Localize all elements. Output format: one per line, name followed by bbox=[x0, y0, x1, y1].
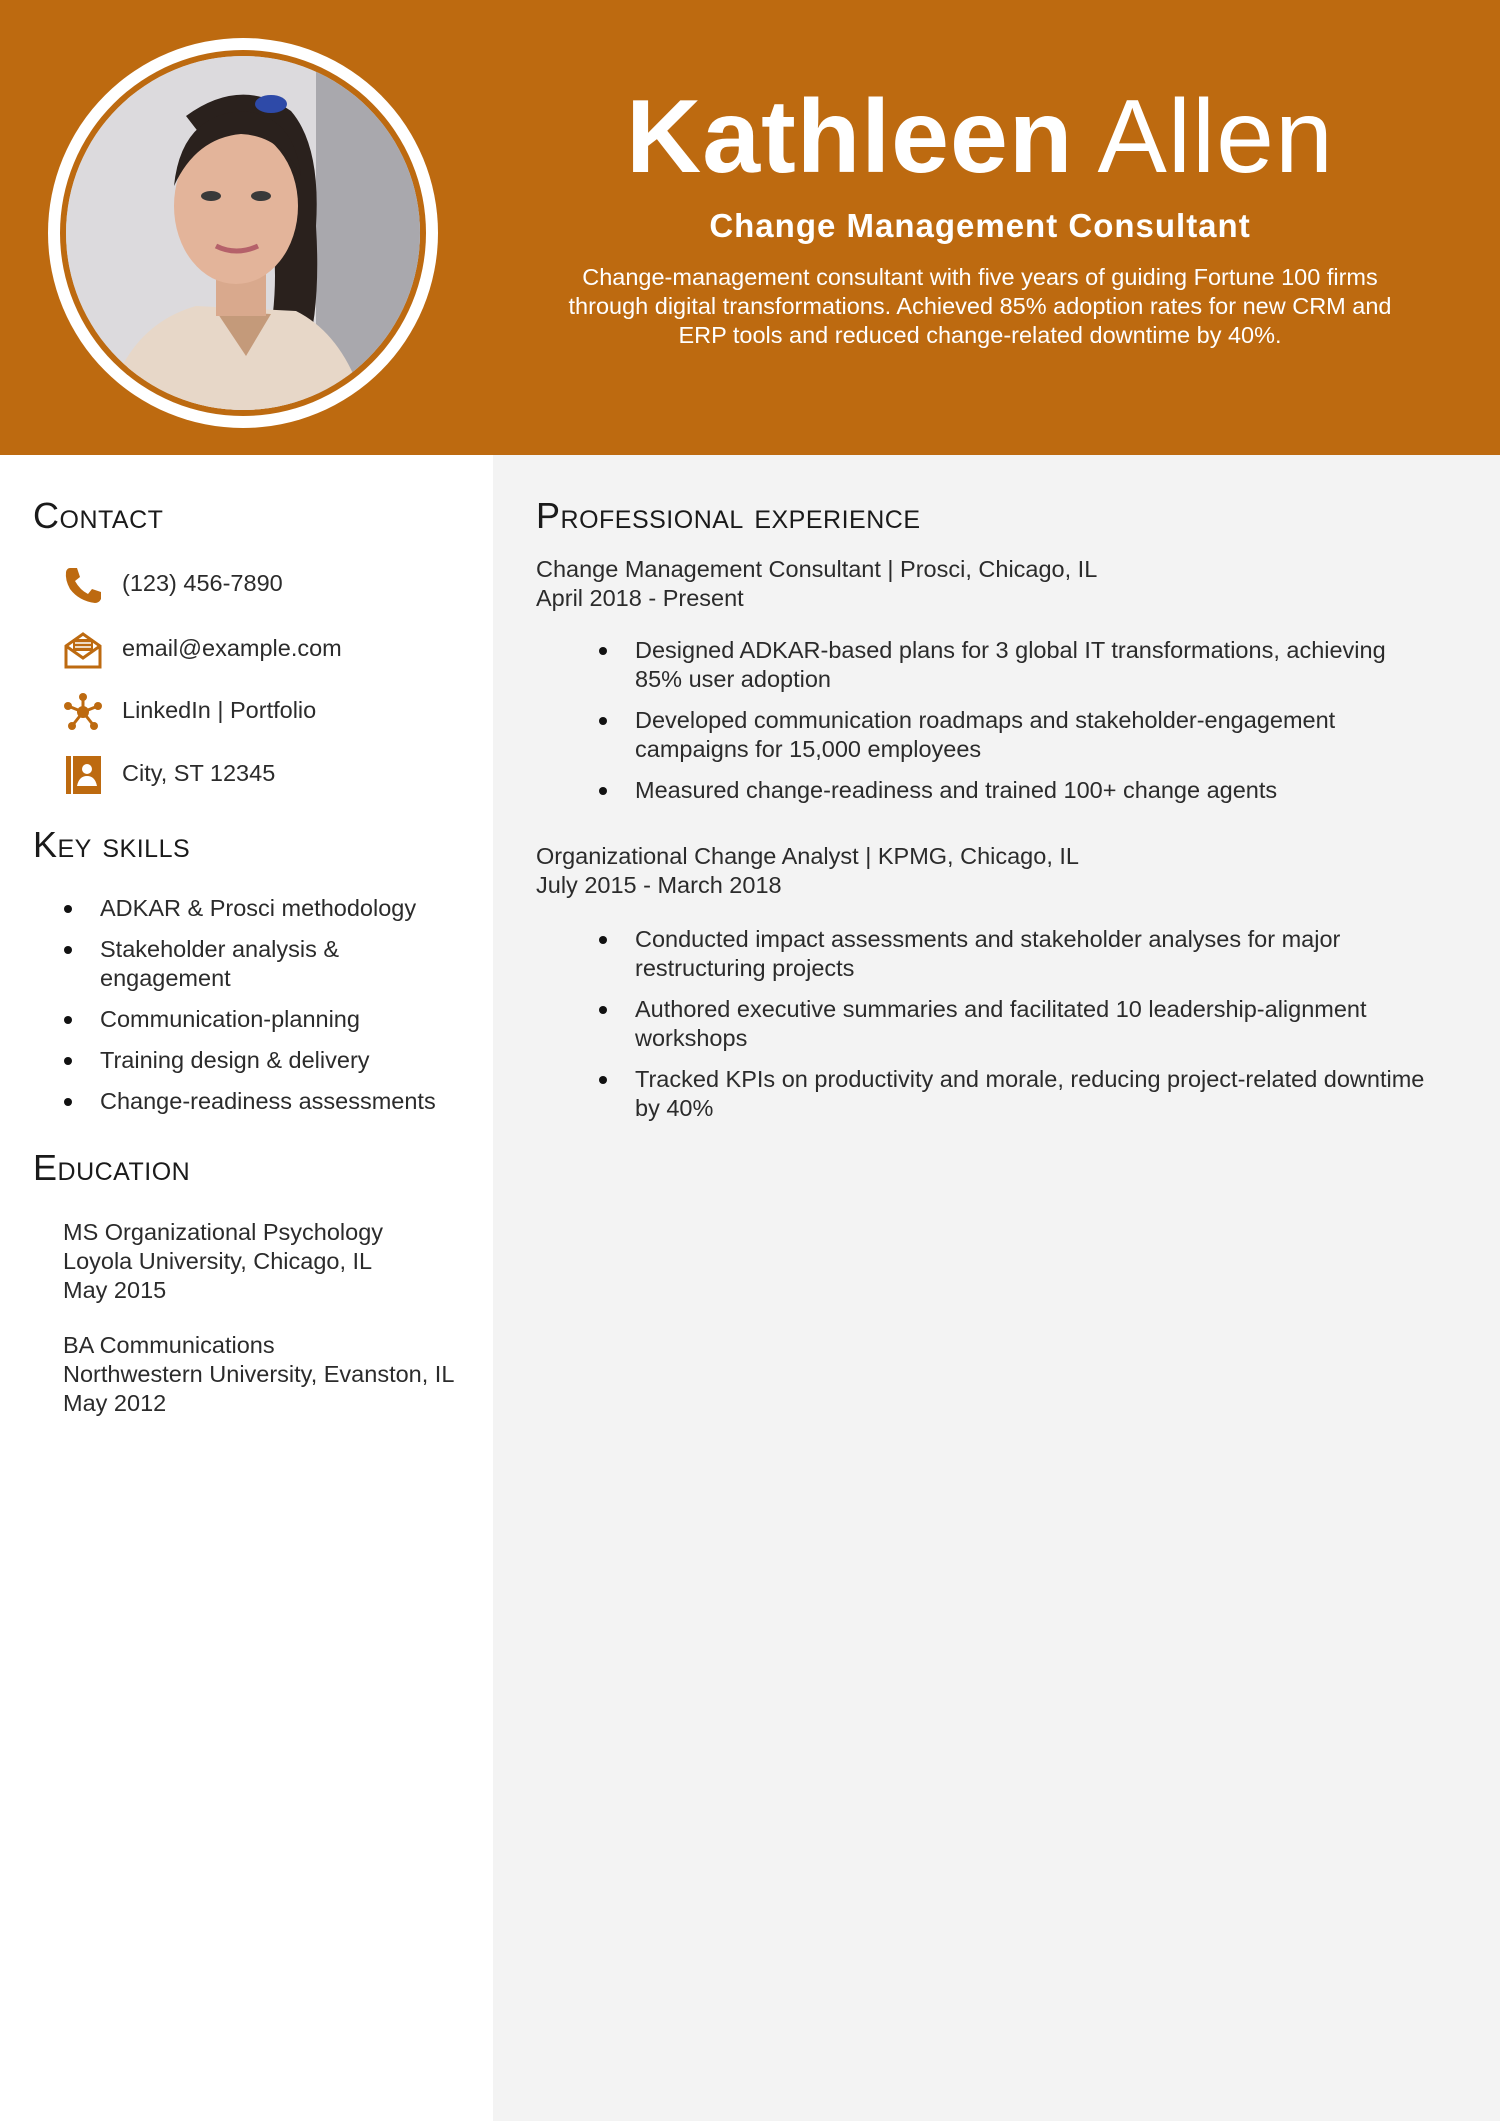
phone-icon bbox=[62, 564, 104, 606]
envelope-icon bbox=[62, 629, 104, 671]
list-item: Communication-planning bbox=[60, 1005, 455, 1034]
job-title: Change Management Consultant bbox=[709, 207, 1251, 244]
network-icon bbox=[62, 691, 104, 733]
list-item: Authored executive summaries and facilitated 10 leadership-alignment workshops bbox=[595, 995, 1435, 1053]
date: May 2012 bbox=[63, 1390, 167, 1416]
job-dates: July 2015 - March 2018 bbox=[536, 872, 782, 898]
list-item: Designed ADKAR-based plans for 3 global IT transformations, achieving 85% user adoption bbox=[595, 636, 1435, 694]
job-role: Organizational Change Analyst | KPMG, Chicago, IL bbox=[536, 843, 1079, 869]
last-name: Allen bbox=[1097, 79, 1334, 195]
date: May 2015 bbox=[63, 1277, 167, 1303]
degree: MS Organizational Psychology bbox=[63, 1219, 384, 1245]
skills-list bbox=[60, 894, 455, 1128]
list-item: Change-readiness assessments bbox=[60, 1087, 455, 1116]
phone-text: (123) 456-7890 bbox=[122, 570, 283, 596]
list-item: ADKAR & Prosci methodology bbox=[60, 894, 455, 923]
first-name: Kathleen bbox=[626, 79, 1074, 195]
list-item: Stakeholder analysis & engagement bbox=[60, 935, 455, 993]
school: Loyola University, Chicago, IL bbox=[63, 1248, 373, 1274]
links-text: LinkedIn | Portfolio bbox=[122, 697, 317, 723]
profile-photo bbox=[66, 56, 420, 410]
job-bullets bbox=[595, 925, 1435, 1135]
job-header bbox=[536, 842, 1079, 900]
email-text: email@example.com bbox=[122, 635, 342, 661]
job-role: Change Management Consultant | Prosci, Chicago, IL bbox=[536, 556, 1098, 582]
skills-heading: Key skills bbox=[33, 824, 191, 865]
degree: BA Communications bbox=[63, 1332, 275, 1358]
contact-heading: Contact bbox=[33, 495, 164, 536]
list-item: Tracked KPIs on productivity and morale, reducing project-related downtime by 40% bbox=[595, 1065, 1435, 1123]
address-card-icon bbox=[62, 754, 104, 796]
summary: Change-management consultant with five years of guiding Fortune 100 firms through digital transformations. Achieved 85% adoption rates for new CRM and ERP tools and reduced change-related downtime by 40%. bbox=[568, 264, 1392, 348]
candidate-name bbox=[560, 80, 1400, 194]
list-item: Developed communication roadmaps and stakeholder-engagement campaigns for 15,000 employees bbox=[595, 706, 1435, 764]
job-bullets bbox=[595, 636, 1435, 817]
school: Northwestern University, Evanston, IL bbox=[63, 1361, 455, 1387]
job-header bbox=[536, 555, 1097, 613]
education-heading: Education bbox=[33, 1147, 191, 1188]
job-dates: April 2018 - Present bbox=[536, 585, 744, 611]
education-entry bbox=[63, 1331, 454, 1418]
profile-photo-frame bbox=[48, 38, 438, 428]
list-item: Measured change-readiness and trained 100+ change agents bbox=[595, 776, 1435, 805]
list-item: Training design & delivery bbox=[60, 1046, 455, 1075]
list-item: Conducted impact assessments and stakeholder analyses for major restructuring projects bbox=[595, 925, 1435, 983]
experience-heading: Professional experience bbox=[536, 495, 921, 536]
education-entry bbox=[63, 1218, 383, 1305]
address-text: City, ST 12345 bbox=[122, 760, 276, 786]
header-banner bbox=[0, 0, 1500, 455]
